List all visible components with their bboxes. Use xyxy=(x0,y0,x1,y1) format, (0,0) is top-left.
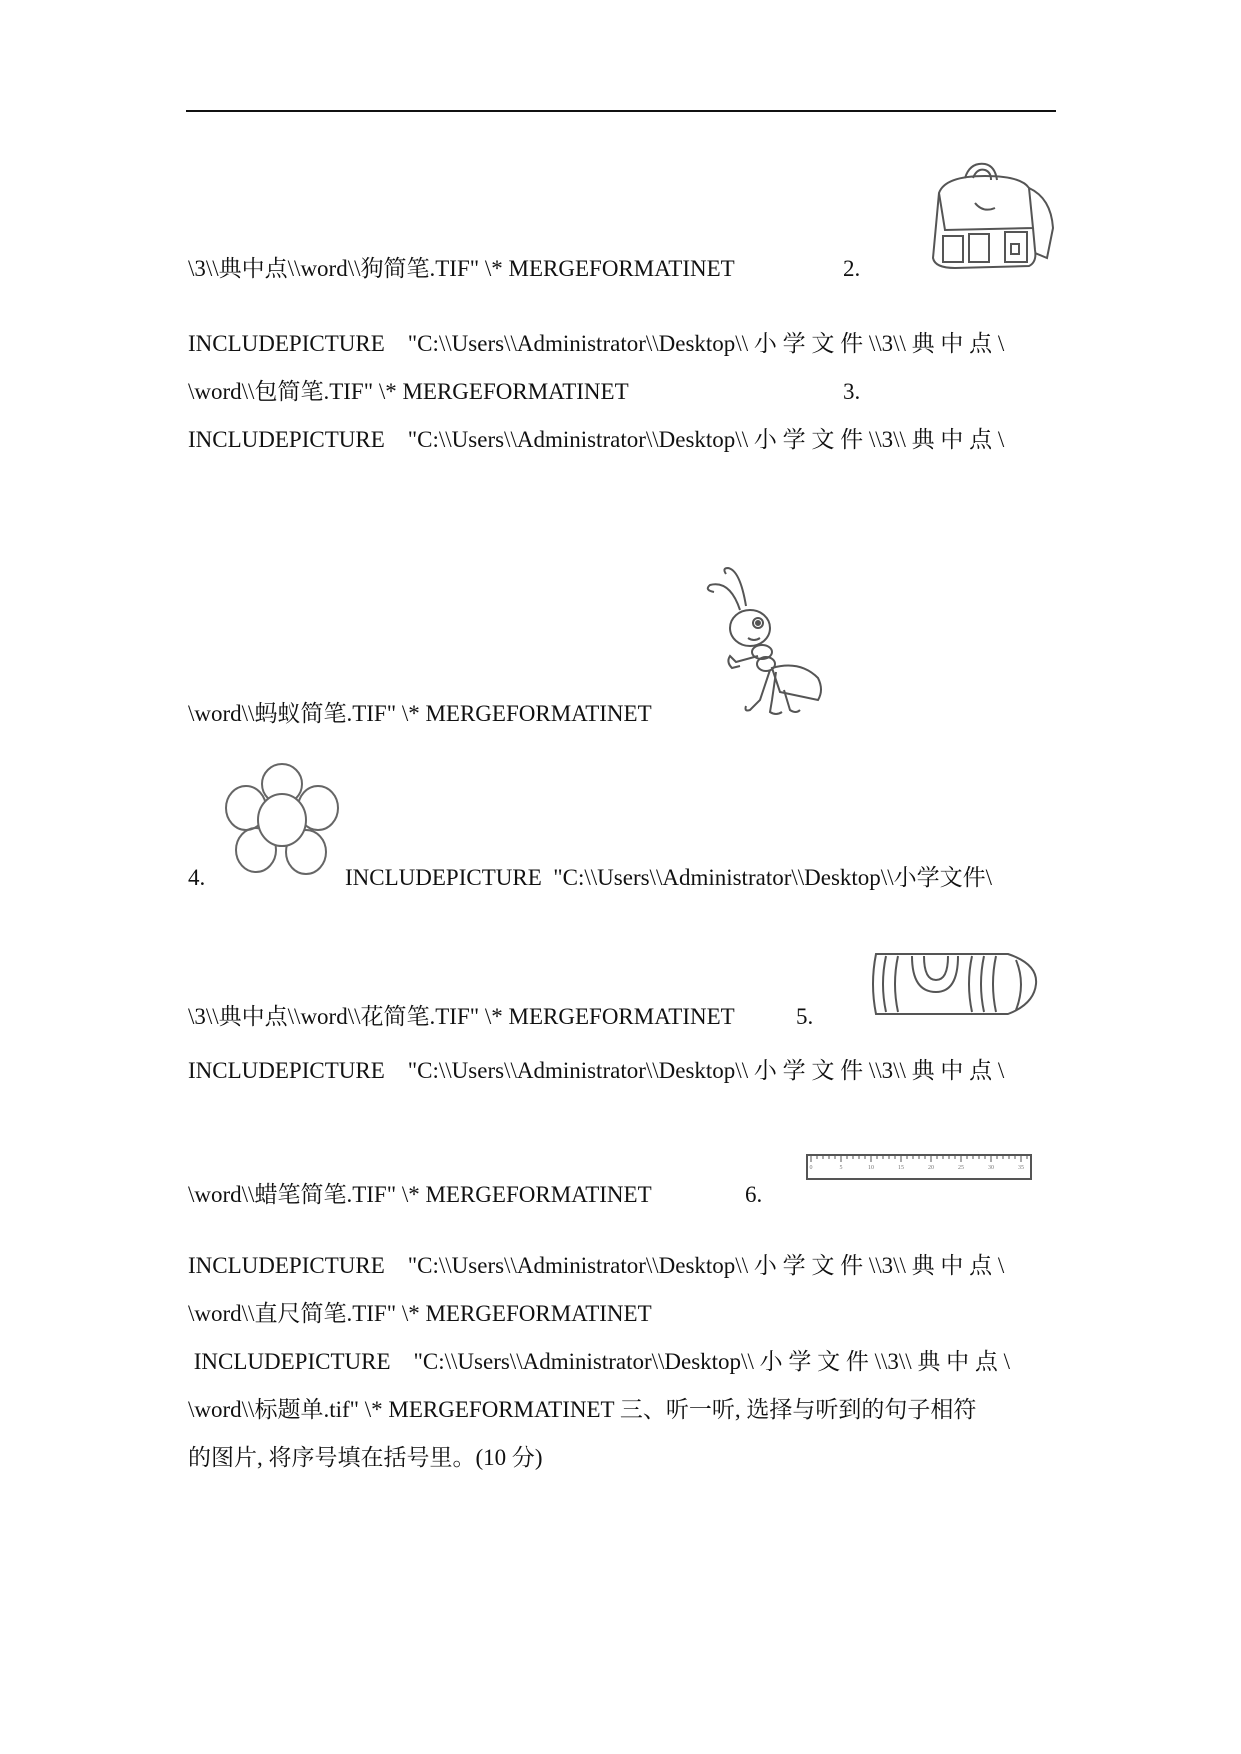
ruler-label: 0 xyxy=(809,1165,813,1171)
field-code-text: INCLUDEPICTURE "C:\\Users\\Administrator\\Desktop\\ 小 学 文 件 \\3\\ 典 中 点 \ xyxy=(188,1253,1005,1278)
field-code-ant: \word\\蚂蚁简笔.TIF" \* MERGEFORMATINET xyxy=(188,701,652,726)
field-code-dog: \3\\典中点\\word\\狗简笔.TIF" \* MERGEFORMATINET xyxy=(188,256,735,281)
ruler-label: 5 xyxy=(839,1165,843,1171)
field-code-text: INCLUDEPICTURE "C:\\Users\\Administrator\\Desktop\\ 小 学 文 件 \\3\\ 典 中 点 \ xyxy=(188,1349,1011,1374)
section-three-instructions: 的图片, 将序号填在括号里。(10 分) xyxy=(188,1445,543,1470)
ruler-label: 25 xyxy=(958,1165,964,1171)
field-code-crayon: \word\\蜡笔简笔.TIF" \* MERGEFORMATINET xyxy=(188,1182,652,1207)
item-number-5: 5. xyxy=(796,1004,814,1029)
item-number-4: 4. xyxy=(188,865,206,890)
backpack-image xyxy=(925,158,1060,273)
item-number-6: 6. xyxy=(745,1182,763,1207)
item-number-2: 2. xyxy=(843,256,861,281)
field-code-line: INCLUDEPICTURE "C:\\Users\\Administrator\\Desktop\\小学文件\ xyxy=(345,865,992,890)
ruler-label: 15 xyxy=(898,1165,904,1171)
field-code-line xyxy=(188,426,1054,454)
item-number-3: 3. xyxy=(843,379,861,404)
ruler-label: 20 xyxy=(928,1165,934,1171)
field-code-line xyxy=(188,1348,1054,1376)
field-code-flower: \3\\典中点\\word\\花简笔.TIF" \* MERGEFORMATINET xyxy=(188,1004,735,1029)
field-code-line xyxy=(188,1252,1054,1280)
ruler-image xyxy=(805,1152,1035,1182)
field-code-text: INCLUDEPICTURE "C:\\Users\\Administrator\\Desktop\\ 小 学 文 件 \\3\\ 典 中 点 \ xyxy=(188,331,1005,356)
header-rule xyxy=(186,110,1056,112)
field-code-backpack: \word\\包简笔.TIF" \* MERGEFORMATINET xyxy=(188,379,629,404)
flower-image xyxy=(222,762,342,877)
field-code-text: INCLUDEPICTURE "C:\\Users\\Administrator\\Desktop\\ 小 学 文 件 \\3\\ 典 中 点 \ xyxy=(188,1058,1005,1083)
ant-image xyxy=(700,560,830,720)
section-three-heading: \word\\标题单.tif" \* MERGEFORMATINET 三、听一听, 选择与听到的句子相符 xyxy=(188,1397,977,1422)
field-code-line xyxy=(188,1057,1054,1085)
crayon-image xyxy=(868,952,1040,1017)
ruler-label: 30 xyxy=(988,1165,994,1171)
ruler-label: 35 xyxy=(1018,1165,1024,1171)
field-code-text: INCLUDEPICTURE "C:\\Users\\Administrator\\Desktop\\ 小 学 文 件 \\3\\ 典 中 点 \ xyxy=(188,427,1005,452)
field-code-line xyxy=(188,330,1054,358)
field-code-ruler: \word\\直尺简笔.TIF" \* MERGEFORMATINET xyxy=(188,1301,652,1326)
ruler-label: 10 xyxy=(868,1165,874,1171)
